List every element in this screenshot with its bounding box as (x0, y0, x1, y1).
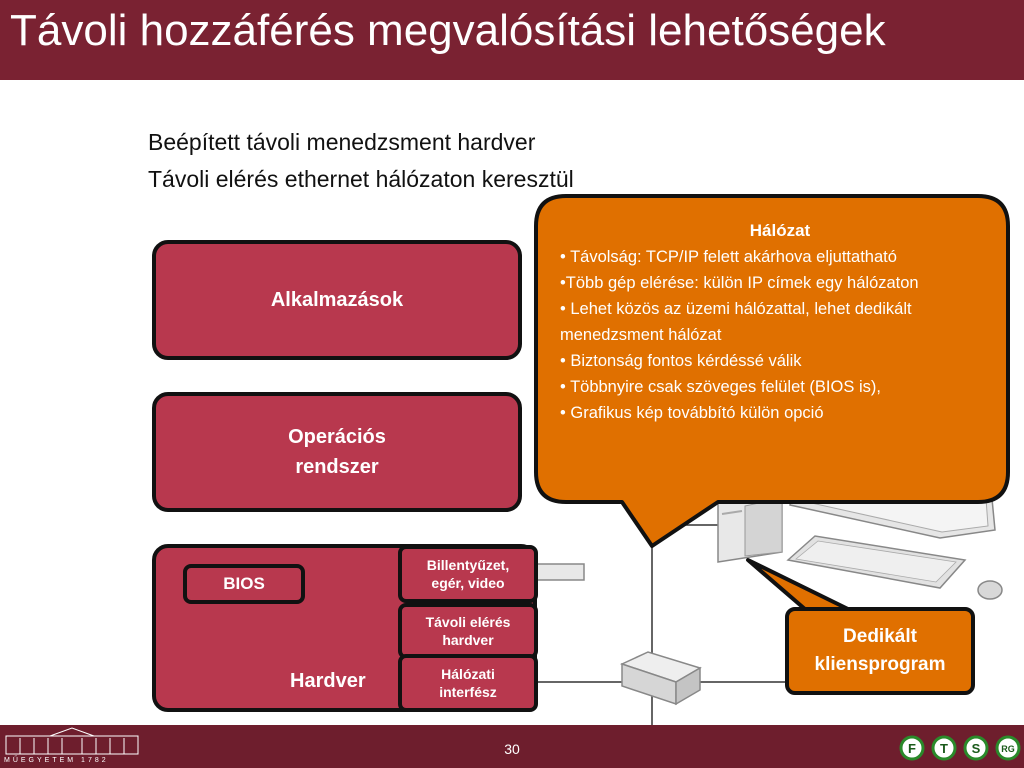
network-bullet: • Grafikus kép továbbító külön opció (560, 404, 824, 422)
ftsrg-letter-rg: RG (1001, 744, 1015, 754)
os-label-line-1: Operációs (288, 426, 386, 448)
subtitle-line-2: Távoli elérés ethernet hálózaton keresztül (148, 166, 574, 192)
ftsrg-letter-f: F (908, 741, 916, 756)
network-callout-heading: Hálózat (749, 221, 811, 240)
hardware-label: Hardver (290, 670, 366, 692)
network-bullet: •Több gép elérése: külön IP címek egy hálózaton (560, 274, 919, 292)
kvm-label-line-2: egér, video (431, 575, 505, 591)
remote-access-label-line-2: hardver (442, 632, 494, 648)
slide-title: Távoli hozzáférés megvalósítási lehetőségek (10, 6, 886, 55)
network-interface-label-line-1: Hálózati (441, 666, 495, 682)
kvm-label-line-1: Billentyűzet, (426, 557, 510, 573)
network-bullet: • Távolság: TCP/IP felett akárhova eljuttatható (560, 248, 897, 266)
subtitle-line-1: Beépített távoli menedzsment hardver (148, 129, 536, 155)
network-bullet: • Többnyire csak szöveges felület (BIOS is), (560, 378, 881, 396)
client-callout-line-2: kliensprogram (814, 654, 946, 675)
page-number: 30 (504, 741, 520, 757)
network-bullet: • Biztonság fontos kérdéssé válik (560, 352, 802, 370)
bios-label: BIOS (223, 574, 265, 593)
os-label-line-2: rendszer (295, 456, 379, 478)
network-bullet: • Lehet közös az üzemi hálózattal, lehet dedikált menedzsment hálózat (560, 300, 912, 344)
ftsrg-letter-t: T (940, 741, 948, 756)
remote-access-label-line-1: Távoli elérés (425, 614, 511, 630)
applications-label: Alkalmazások (270, 289, 404, 311)
network-interface-label-line-2: interfész (439, 684, 497, 700)
client-callout-line-1: Dedikált (843, 626, 917, 647)
university-text: MŰEGYETEM 1782 (4, 757, 109, 764)
ftsrg-letter-s: S (971, 741, 981, 756)
